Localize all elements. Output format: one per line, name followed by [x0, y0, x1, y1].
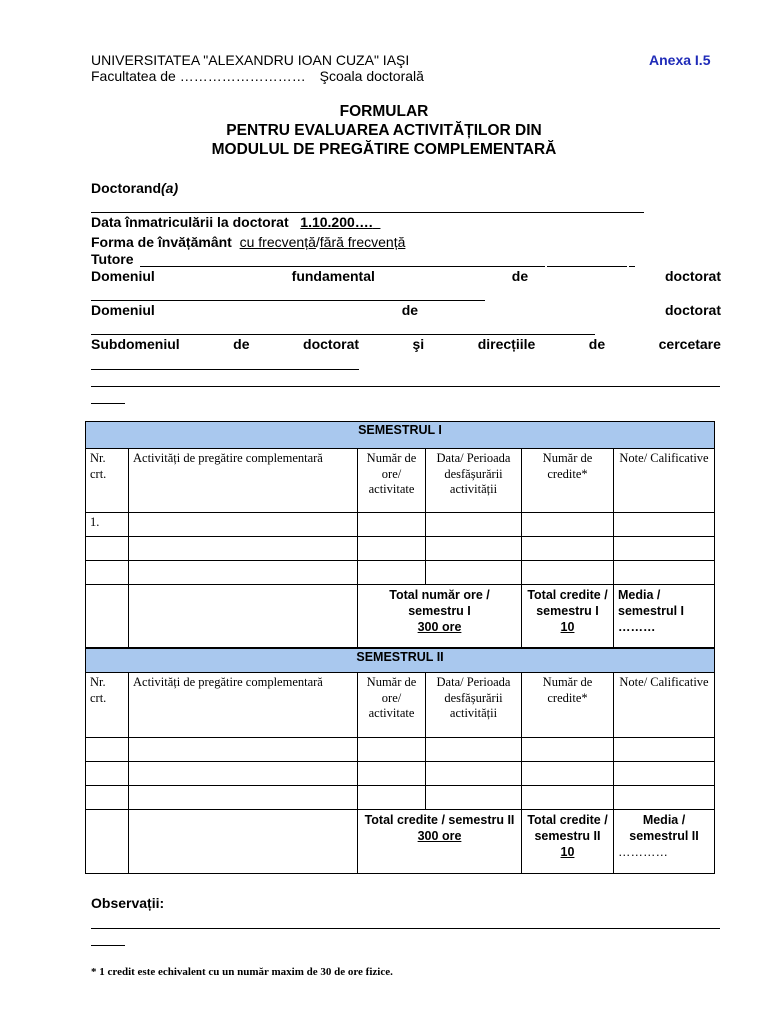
credits-cell[interactable] — [522, 786, 614, 810]
doctorand-name-line[interactable] — [91, 212, 644, 213]
row-number[interactable]: 1. — [86, 513, 129, 537]
column-header-activity: Activități de pregătire complementară — [129, 673, 358, 738]
fundamental-domain-label — [91, 268, 721, 284]
row-number[interactable] — [86, 537, 129, 561]
word: de — [511, 268, 529, 284]
study-form-option-full-time[interactable]: cu frecvență — [239, 234, 316, 250]
tutors-line-3[interactable] — [629, 266, 635, 267]
activity-cell[interactable] — [129, 786, 358, 810]
word: de — [401, 302, 419, 318]
hours-cell[interactable] — [358, 738, 426, 762]
study-form-option-part-time[interactable]: fără frecvență — [319, 234, 406, 250]
grades-cell[interactable] — [614, 561, 715, 585]
hours-cell[interactable] — [358, 561, 426, 585]
period-cell[interactable] — [426, 762, 522, 786]
hours-cell[interactable] — [358, 786, 426, 810]
activity-cell[interactable] — [129, 537, 358, 561]
semester-1-average — [614, 585, 715, 648]
hours-cell[interactable] — [358, 537, 426, 561]
empty-cell — [86, 810, 129, 874]
university-name: UNIVERSITATEA "ALEXANDRU IOAN CUZA" IAŞI — [91, 52, 410, 68]
faculty-label: Facultatea de ……………………… — [91, 68, 310, 84]
period-cell[interactable] — [426, 537, 522, 561]
hours-cell[interactable] — [358, 762, 426, 786]
activity-cell[interactable] — [129, 738, 358, 762]
table-row — [86, 561, 715, 585]
activity-cell[interactable] — [129, 762, 358, 786]
semester-2-column-headers — [86, 673, 715, 738]
form-title-line-1: FORMULAR — [339, 103, 429, 120]
enrollment-date-label: Data înmatriculării la doctorat — [91, 214, 289, 230]
semester-1-total-credits — [522, 585, 614, 648]
subdomain-line-1[interactable] — [91, 369, 359, 370]
grades-cell[interactable] — [614, 738, 715, 762]
total-credits-label: Total credite / semestru I — [527, 588, 608, 618]
period-cell[interactable] — [426, 738, 522, 762]
word: Subdomeniul — [91, 336, 180, 352]
grades-cell[interactable] — [614, 786, 715, 810]
word: direcțiile — [477, 336, 536, 352]
tutors-label: Tutore — [91, 251, 134, 267]
study-form-separator: / — [315, 234, 320, 250]
word: Domeniul — [91, 268, 155, 284]
semester-1-header: SEMESTRUL I — [86, 422, 715, 449]
empty-cell — [86, 585, 129, 648]
row-number[interactable] — [86, 786, 129, 810]
column-header-hours: Număr de ore/ activitate — [358, 673, 426, 738]
credits-cell[interactable] — [522, 561, 614, 585]
column-header-hours: Număr de ore/ activitate — [358, 449, 426, 513]
total-credits-value: 10 — [560, 620, 575, 634]
word: doctorat — [664, 268, 721, 284]
period-cell[interactable] — [426, 561, 522, 585]
observations-line-2[interactable] — [91, 945, 125, 946]
word: doctorat — [665, 302, 721, 318]
grades-cell[interactable] — [614, 762, 715, 786]
annex-label: Anexa I.5 — [649, 52, 711, 68]
semester-2-total-hours — [358, 810, 522, 874]
semester-2-total-credits — [522, 810, 614, 874]
semester-2-totals-row — [86, 810, 715, 874]
column-header-period: Data/ Perioada desfășurării activității — [426, 673, 522, 738]
total-credits-label: Total credite / semestru II — [527, 813, 608, 843]
grades-cell[interactable] — [614, 537, 715, 561]
subdomain-line-2[interactable] — [91, 386, 720, 387]
total-hours-value: 300 ore — [417, 620, 462, 634]
observations-line-1[interactable] — [91, 928, 720, 929]
enrollment-date-value[interactable]: 1.10.200…. — [300, 214, 373, 230]
observations-label: Observații: — [91, 895, 165, 911]
activity-cell[interactable] — [129, 561, 358, 585]
semester-2-table — [85, 648, 715, 874]
period-cell[interactable] — [426, 513, 522, 537]
grades-cell[interactable] — [614, 513, 715, 537]
tutors-line-2[interactable] — [547, 266, 627, 267]
semester-1-column-headers — [86, 449, 715, 513]
table-row — [86, 786, 715, 810]
period-cell[interactable] — [426, 786, 522, 810]
semester-1-table — [85, 421, 715, 648]
column-header-activity: Activități de pregătire complementară — [129, 449, 358, 513]
average-label: Media / semestrul II — [629, 813, 699, 843]
semester-2-average — [614, 810, 715, 874]
activity-cell[interactable] — [129, 513, 358, 537]
form-title-line-3: MODULUL DE PREGĂTIRE COMPLEMENTARĂ — [211, 141, 557, 158]
column-header-nr: Nr. crt. — [86, 449, 129, 513]
word: Domeniul — [91, 302, 155, 318]
total-hours-label: Total credite / semestru II — [364, 813, 515, 827]
study-form-label: Forma de învățământ — [91, 234, 232, 250]
hours-cell[interactable] — [358, 513, 426, 537]
row-number[interactable] — [86, 762, 129, 786]
row-number[interactable] — [86, 738, 129, 762]
word: de — [233, 336, 250, 352]
doctorand-suffix: (a) — [161, 180, 179, 196]
word: fundamental — [291, 268, 375, 284]
study-form-row — [91, 234, 405, 250]
average-value[interactable]: ……… — [618, 620, 656, 634]
row-number[interactable] — [86, 561, 129, 585]
subdomain-line-3[interactable] — [91, 403, 125, 404]
credit-footnote: * 1 credit este echivalent cu un număr maxim de 30 de ore fizice. — [91, 966, 393, 978]
column-header-grades: Note/ Calificative — [614, 673, 715, 738]
word: doctorat — [303, 336, 360, 352]
total-hours-value: 300 ore — [417, 829, 462, 843]
average-label: Media / semestrul I — [618, 588, 685, 618]
word: şi — [412, 336, 425, 352]
doctorand-text: Doctorand — [91, 180, 161, 196]
credits-cell[interactable] — [522, 513, 614, 537]
domain-line[interactable] — [91, 334, 595, 335]
word: de — [588, 336, 606, 352]
credits-cell[interactable] — [522, 762, 614, 786]
empty-cell — [129, 585, 358, 648]
total-credits-value: 10 — [560, 845, 575, 859]
empty-cell — [129, 810, 358, 874]
domain-label — [91, 302, 721, 318]
credits-cell[interactable] — [522, 537, 614, 561]
semester-1-totals-row — [86, 585, 715, 648]
column-header-grades: Note/ Calificative — [614, 449, 715, 513]
total-hours-label: Total număr ore / semestru I — [389, 588, 490, 618]
doctoral-school-label: Şcoala doctorală — [319, 68, 424, 84]
word: cercetare — [658, 336, 721, 352]
doctorand-label — [91, 180, 178, 196]
faculty-line — [91, 68, 424, 84]
table-row — [86, 762, 715, 786]
table-row — [86, 513, 715, 537]
column-header-period: Data/ Perioada desfășurării activității — [426, 449, 522, 513]
average-value[interactable]: ………… — [618, 845, 668, 859]
fundamental-domain-line[interactable] — [91, 300, 485, 301]
table-row — [86, 738, 715, 762]
form-title-line-2: PENTRU EVALUAREA ACTIVITĂȚILOR DIN — [226, 122, 542, 139]
credits-cell[interactable] — [522, 738, 614, 762]
column-header-credits: Număr de credite* — [522, 673, 614, 738]
column-header-nr: Nr. crt. — [86, 673, 129, 738]
subdomain-label — [91, 336, 721, 352]
table-row — [86, 537, 715, 561]
tutors-line-1[interactable] — [140, 266, 545, 267]
enrollment-date-row — [91, 214, 380, 230]
semester-2-header: SEMESTRUL II — [86, 649, 715, 673]
semester-1-total-hours — [358, 585, 522, 648]
column-header-credits: Număr de credite* — [522, 449, 614, 513]
